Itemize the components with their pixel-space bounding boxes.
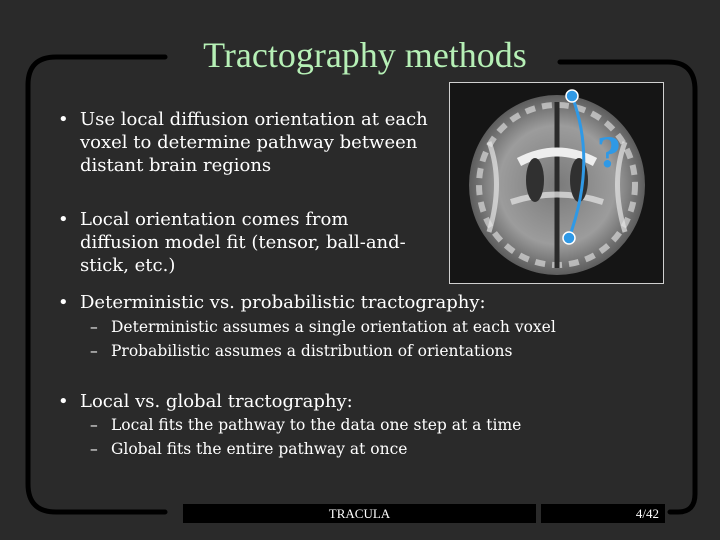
sub-bullet-text: Local fits the pathway to the data one step at a time bbox=[111, 416, 522, 434]
dash-icon: – bbox=[90, 440, 98, 458]
bullet-dot-icon: • bbox=[58, 292, 69, 313]
bullet-dot-icon: • bbox=[58, 209, 69, 230]
footer-text: TRACULA bbox=[328, 506, 391, 521]
slide-title: Tractography methods bbox=[178, 30, 552, 80]
bullet-dot-icon: • bbox=[58, 391, 69, 412]
sub-bullet-text: Global fits the entire pathway at once bbox=[111, 440, 408, 458]
sub-bullet-text: Probabilistic assumes a distribution of orientations bbox=[111, 342, 513, 360]
bullet-text: Deterministic vs. probabilistic tractography: bbox=[80, 292, 486, 313]
circle-marker-icon bbox=[566, 90, 578, 102]
question-mark: ? bbox=[597, 130, 621, 177]
dash-icon: – bbox=[90, 416, 98, 434]
sub-bullet-text: Deterministic assumes a single orientation at each voxel bbox=[111, 318, 556, 336]
bullet-text: Local vs. global tractography: bbox=[80, 391, 353, 412]
bullet-text: Use local diffusion orientation at each voxel to determine pathway between distant brain regions bbox=[80, 109, 428, 176]
circle-marker-icon bbox=[563, 232, 575, 244]
bullet-text: Local orientation comes from diffusion model fit (tensor, ball-and-stick, etc.) bbox=[80, 209, 406, 276]
footer-label bbox=[183, 504, 536, 523]
page-number: 4/42 bbox=[541, 504, 665, 523]
dash-icon: – bbox=[90, 318, 98, 336]
brain-fa-image bbox=[449, 82, 664, 284]
dash-icon: – bbox=[90, 342, 98, 360]
bullet-dot-icon: • bbox=[58, 109, 69, 130]
